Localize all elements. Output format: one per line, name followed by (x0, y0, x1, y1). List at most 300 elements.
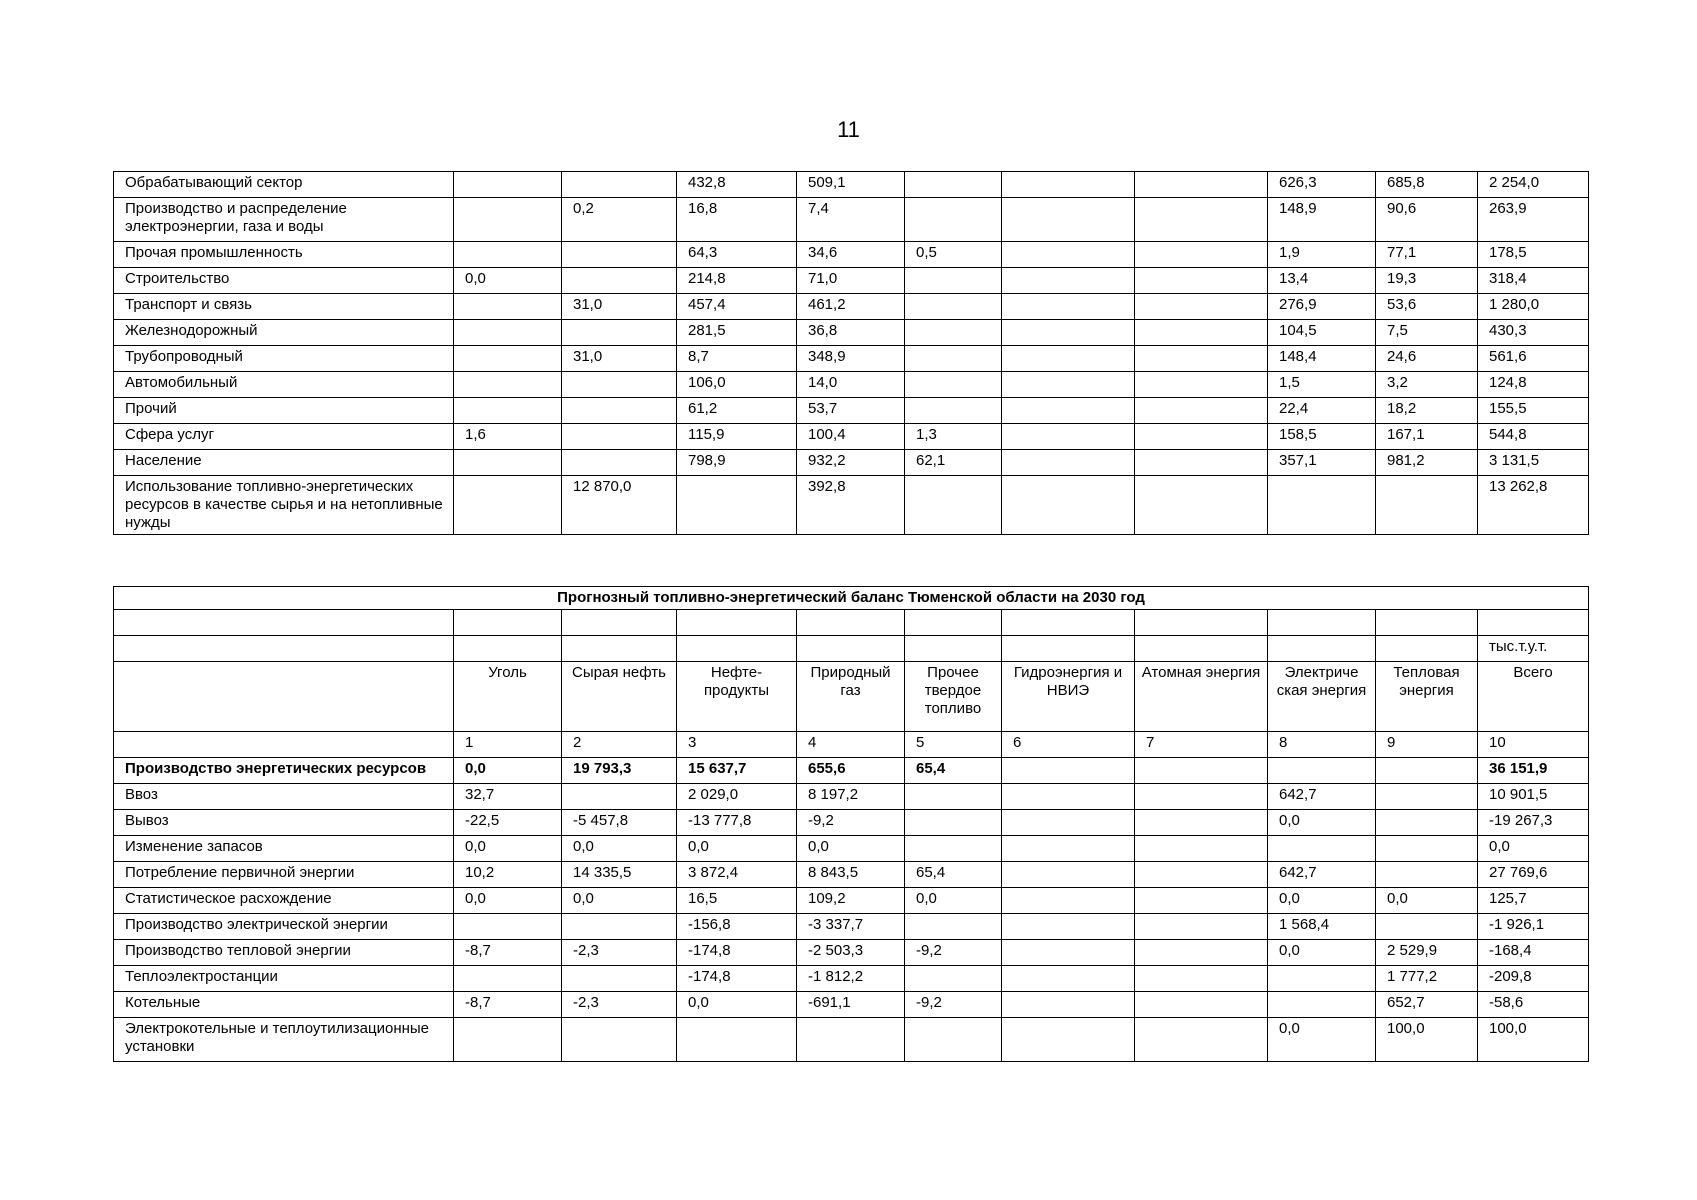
table-row (114, 1018, 1589, 1062)
table-cell: 509,1 (797, 172, 905, 198)
column-number: 2 (562, 732, 677, 758)
empty-cell (562, 636, 677, 662)
table-cell: 1,6 (454, 424, 562, 450)
table-row (114, 992, 1589, 1018)
table-cell (905, 784, 1002, 810)
table-cell (562, 320, 677, 346)
table-cell (1002, 836, 1135, 862)
table-cell (562, 172, 677, 198)
row-label: Производство и распределение электроэнергии, газа и воды (114, 198, 454, 242)
table-cell (454, 346, 562, 372)
row-label: Железнодорожный (114, 320, 454, 346)
table-cell (454, 372, 562, 398)
column-header: Сырая нефть (562, 662, 677, 732)
table-row (114, 758, 1589, 784)
column-number: 5 (905, 732, 1002, 758)
table-cell (1002, 940, 1135, 966)
table-cell: 15 637,7 (677, 758, 797, 784)
table-cell: 18,2 (1376, 398, 1478, 424)
table-cell: 3 872,4 (677, 862, 797, 888)
table-cell: 31,0 (562, 346, 677, 372)
table-cell: 100,4 (797, 424, 905, 450)
table-cell: 432,8 (677, 172, 797, 198)
table-cell: 1,5 (1268, 372, 1376, 398)
table-cell (562, 268, 677, 294)
empty-cell (1002, 636, 1135, 662)
table-cell: 19,3 (1376, 268, 1478, 294)
table-row (114, 346, 1589, 372)
table-cell: 0,0 (1268, 810, 1376, 836)
table-cell: -2,3 (562, 992, 677, 1018)
row-label: Население (114, 450, 454, 476)
table-cell (454, 294, 562, 320)
table-cell (1002, 294, 1135, 320)
page-number: 11 (837, 117, 860, 142)
table-cell (1135, 172, 1268, 198)
table-cell (1135, 888, 1268, 914)
table-cell: 685,8 (1376, 172, 1478, 198)
table-cell (905, 320, 1002, 346)
table-cell: 1 777,2 (1376, 966, 1478, 992)
table-cell: 652,7 (1376, 992, 1478, 1018)
table-cell: 0,0 (797, 836, 905, 862)
table-cell (562, 372, 677, 398)
table-cell: 8 843,5 (797, 862, 905, 888)
table-cell: -1 812,2 (797, 966, 905, 992)
empty-cell (797, 636, 905, 662)
table-cell: 0,0 (1268, 888, 1376, 914)
table-cell (905, 1018, 1002, 1062)
table-cell: -174,8 (677, 940, 797, 966)
table-cell: 561,6 (1478, 346, 1589, 372)
table-cell: -8,7 (454, 940, 562, 966)
column-header: Прочее твердое топливо (905, 662, 1002, 732)
table-cell: 8,7 (677, 346, 797, 372)
table-cell (1268, 758, 1376, 784)
row-label: Автомобильный (114, 372, 454, 398)
table-cell: 655,6 (797, 758, 905, 784)
table-cell (1268, 992, 1376, 1018)
table-cell: 0,0 (1478, 836, 1589, 862)
table-row (114, 784, 1589, 810)
table-cell (1135, 372, 1268, 398)
table-row (114, 242, 1589, 268)
balance-2030-table-body (114, 587, 1589, 1062)
row-label: Статистическое расхождение (114, 888, 454, 914)
table-row (114, 810, 1589, 836)
unit-row (114, 636, 1589, 662)
table-cell: 544,8 (1478, 424, 1589, 450)
table-cell: 1,9 (1268, 242, 1376, 268)
table-cell: 148,4 (1268, 346, 1376, 372)
table-cell: -209,8 (1478, 966, 1589, 992)
table-cell: 167,1 (1376, 424, 1478, 450)
table-cell (454, 966, 562, 992)
table-cell: 104,5 (1268, 320, 1376, 346)
column-number: 1 (454, 732, 562, 758)
table-cell: -168,4 (1478, 940, 1589, 966)
row-label: Вывоз (114, 810, 454, 836)
table-cell: 106,0 (677, 372, 797, 398)
table-cell: 457,4 (677, 294, 797, 320)
table-row (114, 198, 1589, 242)
row-label: Прочий (114, 398, 454, 424)
table-cell (905, 172, 1002, 198)
table-cell (905, 268, 1002, 294)
table-cell: 71,0 (797, 268, 905, 294)
empty-row (114, 610, 1589, 636)
table-cell: -9,2 (905, 940, 1002, 966)
column-number: 9 (1376, 732, 1478, 758)
table-row (114, 268, 1589, 294)
table-cell (1002, 398, 1135, 424)
table-cell: 392,8 (797, 476, 905, 535)
table-cell: 7,4 (797, 198, 905, 242)
table-cell: 10,2 (454, 862, 562, 888)
column-header: Электриче ская энергия (1268, 662, 1376, 732)
table-cell (454, 198, 562, 242)
column-number-row (114, 732, 1589, 758)
table-cell (562, 966, 677, 992)
table-cell (454, 172, 562, 198)
table-row (114, 940, 1589, 966)
table-row (114, 172, 1589, 198)
table-cell: 115,9 (677, 424, 797, 450)
empty-cell (114, 636, 454, 662)
table-cell: 1 280,0 (1478, 294, 1589, 320)
row-label: Производство тепловой энергии (114, 940, 454, 966)
table-cell: 932,2 (797, 450, 905, 476)
empty-cell (1135, 636, 1268, 662)
table-cell (1376, 784, 1478, 810)
table-cell: 7,5 (1376, 320, 1478, 346)
row-label: Использование топливно-энергетических ресурсов в качестве сырья и на нетопливные нужды (114, 476, 454, 535)
table-row (114, 862, 1589, 888)
table-cell: 263,9 (1478, 198, 1589, 242)
table-cell (1135, 476, 1268, 535)
table-cell: 13 262,8 (1478, 476, 1589, 535)
table-cell: 0,0 (562, 836, 677, 862)
empty-cell (1478, 610, 1589, 636)
table-cell (1002, 198, 1135, 242)
table-cell: 430,3 (1478, 320, 1589, 346)
table-cell (905, 346, 1002, 372)
row-label: Ввоз (114, 784, 454, 810)
table-cell: 357,1 (1268, 450, 1376, 476)
table-cell: 27 769,6 (1478, 862, 1589, 888)
column-number-blank (114, 732, 454, 758)
table-cell (1002, 346, 1135, 372)
table-cell: -9,2 (905, 992, 1002, 1018)
table-cell (562, 398, 677, 424)
table-cell (1135, 758, 1268, 784)
table-cell (1135, 966, 1268, 992)
table-cell (1135, 914, 1268, 940)
table-cell: 0,0 (1268, 940, 1376, 966)
table-cell: 13,4 (1268, 268, 1376, 294)
table-cell: -174,8 (677, 966, 797, 992)
row-label: Потребление первичной энергии (114, 862, 454, 888)
table-cell (905, 476, 1002, 535)
table-cell: 34,6 (797, 242, 905, 268)
table-cell: -8,7 (454, 992, 562, 1018)
table-row (114, 424, 1589, 450)
table-row (114, 966, 1589, 992)
table-cell (1135, 810, 1268, 836)
table-cell (1268, 476, 1376, 535)
table-row (114, 450, 1589, 476)
column-header: Природный газ (797, 662, 905, 732)
empty-cell (1268, 610, 1376, 636)
table-cell: 3,2 (1376, 372, 1478, 398)
table-cell (677, 476, 797, 535)
table-cell (562, 784, 677, 810)
consumption-table-body (114, 172, 1589, 535)
table-title-row (114, 587, 1589, 610)
column-number: 3 (677, 732, 797, 758)
table-row (114, 320, 1589, 346)
empty-cell (454, 610, 562, 636)
table-cell: 0,5 (905, 242, 1002, 268)
table-cell: 981,2 (1376, 450, 1478, 476)
row-label: Производство энергетических ресурсов (114, 758, 454, 784)
empty-cell (1002, 610, 1135, 636)
balance-2030-table (113, 586, 1589, 1062)
column-number: 10 (1478, 732, 1589, 758)
table-cell: 1 568,4 (1268, 914, 1376, 940)
header-blank (114, 662, 454, 732)
table-cell (1002, 914, 1135, 940)
empty-cell (1376, 636, 1478, 662)
table-cell: -9,2 (797, 810, 905, 836)
table-cell (1376, 836, 1478, 862)
table-cell (454, 914, 562, 940)
empty-cell (677, 636, 797, 662)
table-cell: 214,8 (677, 268, 797, 294)
table-cell: 626,3 (1268, 172, 1376, 198)
table-cell: 148,9 (1268, 198, 1376, 242)
row-label: Обрабатывающий сектор (114, 172, 454, 198)
table-row (114, 914, 1589, 940)
table-cell (905, 294, 1002, 320)
table-cell (1002, 758, 1135, 784)
table-cell: 124,8 (1478, 372, 1589, 398)
table-cell (1002, 476, 1135, 535)
column-header: Нефте-продукты (677, 662, 797, 732)
table-cell (905, 966, 1002, 992)
table-cell (1376, 476, 1478, 535)
table-cell: 642,7 (1268, 862, 1376, 888)
table-cell (1002, 242, 1135, 268)
row-label: Изменение запасов (114, 836, 454, 862)
table-cell (1135, 450, 1268, 476)
table-cell: 0,0 (562, 888, 677, 914)
table-cell (454, 1018, 562, 1062)
table-row (114, 476, 1589, 535)
table-cell: 14 335,5 (562, 862, 677, 888)
table-cell (1002, 1018, 1135, 1062)
table-cell (1002, 784, 1135, 810)
table-cell (1135, 992, 1268, 1018)
table-cell (1135, 862, 1268, 888)
table-cell: 64,3 (677, 242, 797, 268)
table-cell: 642,7 (1268, 784, 1376, 810)
table-row (114, 294, 1589, 320)
table-cell: 125,7 (1478, 888, 1589, 914)
table-cell: -5 457,8 (562, 810, 677, 836)
table-cell (562, 1018, 677, 1062)
unit-label: тыс.т.у.т. (1478, 636, 1589, 662)
table-cell: 22,4 (1268, 398, 1376, 424)
table-cell: 31,0 (562, 294, 677, 320)
table-cell: 461,2 (797, 294, 905, 320)
table-cell: 19 793,3 (562, 758, 677, 784)
table-row (114, 836, 1589, 862)
table-cell: -3 337,7 (797, 914, 905, 940)
table-cell (1002, 424, 1135, 450)
table-cell: -2 503,3 (797, 940, 905, 966)
empty-cell (562, 610, 677, 636)
column-header: Всего (1478, 662, 1589, 732)
table-cell (1376, 914, 1478, 940)
table-cell (1002, 172, 1135, 198)
table-cell: 0,2 (562, 198, 677, 242)
table-cell (1376, 862, 1478, 888)
empty-cell (677, 610, 797, 636)
table-cell: 158,5 (1268, 424, 1376, 450)
table-cell (454, 320, 562, 346)
column-number: 6 (1002, 732, 1135, 758)
row-label: Трубопроводный (114, 346, 454, 372)
table-cell (905, 914, 1002, 940)
table-cell (562, 424, 677, 450)
table-cell (1135, 424, 1268, 450)
empty-cell (905, 610, 1002, 636)
table-cell: 10 901,5 (1478, 784, 1589, 810)
table-cell (905, 836, 1002, 862)
table-cell: 0,0 (454, 888, 562, 914)
table-cell (797, 1018, 905, 1062)
table-cell (562, 914, 677, 940)
column-number: 7 (1135, 732, 1268, 758)
table-cell: 178,5 (1478, 242, 1589, 268)
table-cell: 2 029,0 (677, 784, 797, 810)
table-cell (1002, 888, 1135, 914)
table-cell (1135, 784, 1268, 810)
table-cell: 0,0 (454, 758, 562, 784)
table-cell (1002, 320, 1135, 346)
row-label: Сфера услуг (114, 424, 454, 450)
table-cell (1135, 268, 1268, 294)
table-cell (1135, 242, 1268, 268)
table-cell: 62,1 (905, 450, 1002, 476)
table-cell (1135, 294, 1268, 320)
table-cell: 2 254,0 (1478, 172, 1589, 198)
column-number: 4 (797, 732, 905, 758)
row-label: Строительство (114, 268, 454, 294)
empty-cell (114, 610, 454, 636)
table-cell (1135, 198, 1268, 242)
table-cell (1135, 346, 1268, 372)
table-cell (1002, 992, 1135, 1018)
row-label: Электрокотельные и теплоутилизационные установки (114, 1018, 454, 1062)
table-cell (1135, 1018, 1268, 1062)
table-cell (1135, 320, 1268, 346)
table-cell: -2,3 (562, 940, 677, 966)
table-cell (1268, 836, 1376, 862)
table-cell: -1 926,1 (1478, 914, 1589, 940)
table-cell (905, 198, 1002, 242)
table-cell: 0,0 (1268, 1018, 1376, 1062)
row-label: Прочая промышленность (114, 242, 454, 268)
table-cell: 36 151,9 (1478, 758, 1589, 784)
row-label: Котельные (114, 992, 454, 1018)
table-cell: 276,9 (1268, 294, 1376, 320)
table-cell: 155,5 (1478, 398, 1589, 424)
table-cell (454, 242, 562, 268)
table-cell: 14,0 (797, 372, 905, 398)
empty-cell (797, 610, 905, 636)
table-cell: 77,1 (1376, 242, 1478, 268)
table-cell (905, 810, 1002, 836)
table-cell (905, 398, 1002, 424)
table-cell: -13 777,8 (677, 810, 797, 836)
table-cell: 16,8 (677, 198, 797, 242)
table-cell (1002, 862, 1135, 888)
consumption-table (113, 171, 1589, 535)
empty-cell (454, 636, 562, 662)
table-cell: 90,6 (1376, 198, 1478, 242)
table-cell (1376, 810, 1478, 836)
row-label: Теплоэлектростанции (114, 966, 454, 992)
table-row (114, 372, 1589, 398)
header-row (114, 662, 1589, 732)
table-cell: 100,0 (1376, 1018, 1478, 1062)
table-cell: 24,6 (1376, 346, 1478, 372)
table-cell: 281,5 (677, 320, 797, 346)
table-cell (1002, 268, 1135, 294)
table-cell: 0,0 (454, 836, 562, 862)
column-header: Уголь (454, 662, 562, 732)
table-cell (454, 476, 562, 535)
table-cell (1135, 398, 1268, 424)
table-cell (1002, 810, 1135, 836)
table-cell (562, 450, 677, 476)
column-header: Гидроэнергия и НВИЭ (1002, 662, 1135, 732)
table-cell: -691,1 (797, 992, 905, 1018)
table-cell: 798,9 (677, 450, 797, 476)
table-cell: -156,8 (677, 914, 797, 940)
table-cell (677, 1018, 797, 1062)
column-number: 8 (1268, 732, 1376, 758)
table-cell (454, 398, 562, 424)
table-cell: 109,2 (797, 888, 905, 914)
empty-cell (905, 636, 1002, 662)
table-cell: 65,4 (905, 862, 1002, 888)
table-cell: 32,7 (454, 784, 562, 810)
table-cell: 0,0 (677, 992, 797, 1018)
table-cell: 0,0 (1376, 888, 1478, 914)
table-cell: -19 267,3 (1478, 810, 1589, 836)
table-cell: 65,4 (905, 758, 1002, 784)
table-cell: 53,7 (797, 398, 905, 424)
empty-cell (1268, 636, 1376, 662)
table-cell: 53,6 (1376, 294, 1478, 320)
table-cell: 100,0 (1478, 1018, 1589, 1062)
table-cell (1002, 450, 1135, 476)
table-cell (1135, 836, 1268, 862)
table-title: Прогнозный топливно-энергетический баланс Тюменской области на 2030 год (114, 587, 1589, 610)
